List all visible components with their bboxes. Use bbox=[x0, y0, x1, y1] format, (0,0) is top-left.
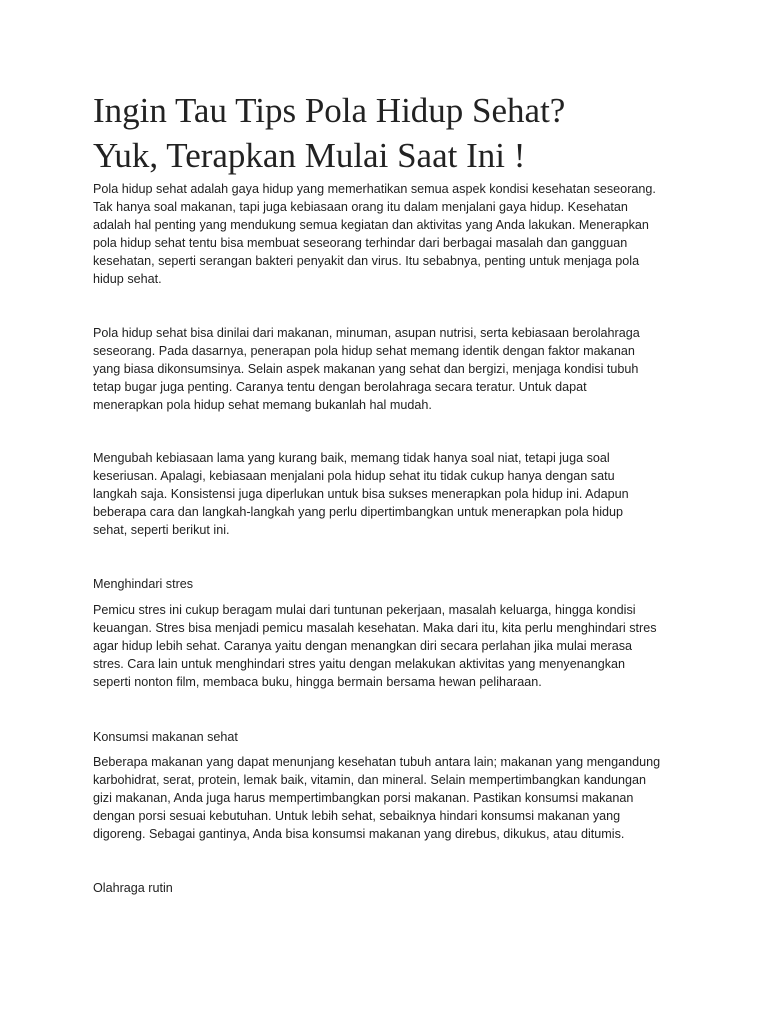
text-line: Pemicu stres ini cukup beragam mulai dari tuntunan pekerjaan, masalah keluarga, hingga kondisi bbox=[93, 603, 636, 617]
text-line: menerapkan pola hidup sehat memang bukanlah hal mudah. bbox=[93, 398, 432, 412]
text-line: adalah hal penting yang mendukung semua kegiatan dan aktivitas yang Anda lakukan. Menerapkan bbox=[93, 218, 649, 232]
body-paragraph bbox=[93, 324, 693, 414]
text-line: Tak hanya soal makanan, tapi juga kebiasaan orang itu dalam menjalani gaya hidup. Kesehatan bbox=[93, 200, 628, 214]
title-line: Yuk, Terapkan Mulai Saat Ini ! bbox=[93, 136, 526, 175]
intro-paragraph bbox=[93, 180, 693, 288]
section-paragraph bbox=[93, 601, 693, 691]
text-line: Mengubah kebiasaan lama yang kurang baik, memang tidak hanya soal niat, tetapi juga soal bbox=[93, 451, 610, 465]
text-line: stres. Cara lain untuk menghindari stres yaitu dengan melakukan aktivitas yang menyenangkan bbox=[93, 657, 626, 671]
section-heading: Olahraga rutin bbox=[93, 881, 173, 895]
text-line: sehat, seperti berikut ini. bbox=[93, 523, 230, 537]
text-line: Pola hidup sehat bisa dinilai dari makanan, minuman, asupan nutrisi, serta kebiasaan berolahraga bbox=[93, 326, 640, 340]
section-heading: Konsumsi makanan sehat bbox=[93, 730, 238, 744]
article-title bbox=[93, 88, 693, 178]
text-line: agar hidup lebih sehat. Caranya yaitu dengan menangkan diri secara perlahan jika mulai merasa bbox=[93, 639, 633, 653]
text-line: Beberapa makanan yang dapat menunjang kesehatan tubuh antara lain; makanan yang mengandung bbox=[93, 755, 661, 769]
text-line: gizi makanan, Anda juga harus mempertimbangkan porsi makanan. Pastikan konsumsi makanan bbox=[93, 791, 634, 805]
text-line: pola hidup sehat tentu bisa membuat seseorang terhindar dari berbagai masalah dan gangguan bbox=[93, 236, 628, 250]
body-paragraph bbox=[93, 449, 693, 539]
text-line: Pola hidup sehat adalah gaya hidup yang memerhatikan semua aspek kondisi kesehatan seseorang. bbox=[93, 182, 656, 196]
text-line: digoreng. Sebagai gantinya, Anda bisa konsumsi makanan yang direbus, dikukus, atau ditumis. bbox=[93, 827, 625, 841]
text-line: langkah saja. Konsistensi juga diperlukan untuk bisa sukses menerapkan pola hidup ini. Adapun bbox=[93, 487, 629, 501]
text-line: keseriusan. Apalagi, kebiasaan menjalani pola hidup sehat itu tidak cukup hanya dengan satu bbox=[93, 469, 615, 483]
text-line: seseorang. Pada dasarnya, penerapan pola hidup sehat memang identik dengan faktor makanan bbox=[93, 344, 635, 358]
text-line: seperti nonton film, membaca buku, hingga bermain bersama hewan peliharaan. bbox=[93, 675, 542, 689]
section-heading: Menghindari stres bbox=[93, 577, 194, 591]
text-line: hidup sehat. bbox=[93, 272, 162, 286]
text-line: yang biasa dikonsumsinya. Selain aspek makanan yang sehat dan bergizi, menjaga kondisi tubuh bbox=[93, 362, 639, 376]
title-line: Ingin Tau Tips Pola Hidup Sehat? bbox=[93, 91, 566, 130]
text-line: keuangan. Stres bisa menjadi pemicu masalah kesehatan. Maka dari itu, kita perlu menghindari stres bbox=[93, 621, 657, 635]
text-line: karbohidrat, serat, protein, lemak baik, vitamin, dan mineral. Selain mempertimbangkan kandungan bbox=[93, 773, 647, 787]
text-line: tetap bugar juga penting. Caranya tentu dengan berolahraga secara teratur. Untuk dapat bbox=[93, 380, 587, 394]
text-line: beberapa cara dan langkah-langkah yang perlu dipertimbangkan untuk menerapkan pola hidup bbox=[93, 505, 624, 519]
text-line: dengan porsi sesuai kebutuhan. Untuk lebih sehat, sebaiknya hindari konsumsi makanan yang bbox=[93, 809, 621, 823]
section-paragraph bbox=[93, 753, 693, 843]
text-line: kesehatan, seperti serangan bakteri penyakit dan virus. Itu sebabnya, penting untuk menjaga pola bbox=[93, 254, 640, 268]
